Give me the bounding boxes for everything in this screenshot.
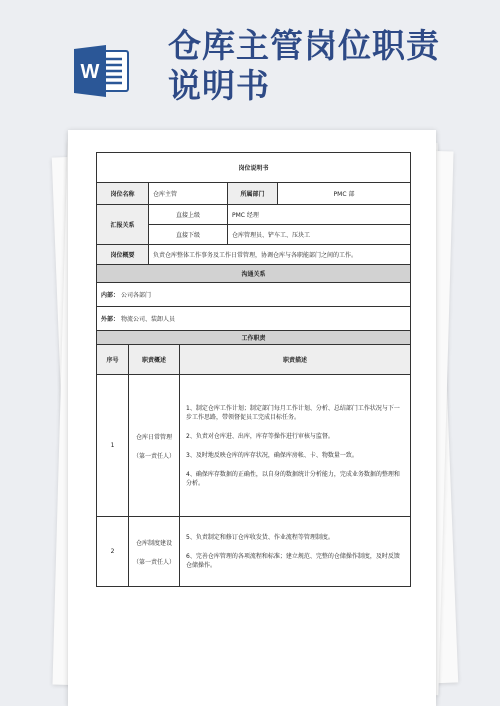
overview-value: 负责仓库整体工作事务及工作日常管理，协调仓库与各职能部门之间的工作。 [149, 245, 411, 265]
duty-line: 仓储操作。 [186, 562, 217, 569]
report-label: 汇报关系 [97, 205, 149, 245]
table-row [97, 517, 411, 587]
duty-line: 4、确保库存数据的正确性，以自身的数据统计分析能力，完成业务数据的整理和 [186, 470, 400, 478]
dept-value: PMC 部 [278, 183, 411, 205]
page-title-line-2: 说明书 [168, 66, 270, 105]
duty-line: 2、负责对仓库进、出库，库存等操作进行审核与监督。 [186, 432, 334, 440]
overview-label: 岗位概要 [97, 245, 149, 265]
duties-section-header: 工作职责 [97, 331, 411, 345]
internal-value: 公司各部门 [120, 292, 151, 299]
superior-value: PMC 经理 [228, 205, 411, 225]
duty-summary-role: （第一责任人） [133, 452, 176, 460]
page-header [0, 0, 500, 128]
duty-desc [180, 375, 411, 517]
internal-label: 内部： [101, 292, 120, 299]
duty-summary-role: （第一责任人） [133, 558, 176, 566]
external-value: 物流公司、装卸人员 [120, 316, 175, 323]
external-relation [97, 307, 411, 331]
duty-line: 3、及时地反映仓库的库存状况，确保库房帐、卡、物数量一致。 [186, 451, 358, 459]
col-summary-header: 职责概述 [129, 345, 180, 375]
duty-line: 步工作思路，带领督促员工完成目标任务。 [186, 413, 301, 421]
superior-label: 直接上级 [149, 205, 228, 225]
duty-no: 1 [97, 375, 129, 517]
document-page [68, 130, 436, 706]
duty-line: 5、负责制定和修订仓库收发货、作业流程等管理制度。 [186, 534, 334, 541]
doc-title: 岗位说明书 [97, 153, 411, 183]
internal-relation [97, 283, 411, 307]
duty-line: 1、制定仓库工作计划；制定部门每月工作计划、分析、总结部门工作状况与下一 [186, 404, 400, 412]
duty-summary [129, 517, 180, 587]
duty-no: 2 [97, 517, 129, 587]
comm-section-header: 沟通关系 [97, 265, 411, 283]
duty-desc [180, 517, 411, 587]
duty-summary [129, 375, 180, 517]
position-value: 仓库主管 [149, 183, 228, 205]
subordinate-value: 仓库管理员、铲车工、压块工 [228, 225, 411, 245]
duty-line: 6、完善仓库管理的各项流程和标准；建立规范、完整的仓储操作制度，及时反馈 [186, 553, 400, 560]
col-no-header: 序号 [97, 345, 129, 375]
page-title-line-1: 仓库主管岗位职责 [168, 26, 440, 65]
duty-summary-title: 仓库制度建设 [135, 539, 172, 547]
position-label: 岗位名称 [97, 183, 149, 205]
duty-summary-title: 仓库日常管理 [135, 433, 172, 441]
dept-label: 所属部门 [228, 183, 278, 205]
external-label: 外部： [101, 316, 120, 323]
table-row [97, 375, 411, 517]
svg-text:W: W [80, 61, 100, 83]
word-document-icon [72, 45, 136, 97]
subordinate-label: 直接下级 [149, 225, 228, 245]
duty-line: 分析。 [186, 479, 205, 487]
job-description-table [96, 152, 411, 587]
col-desc-header: 职责描述 [180, 345, 411, 375]
